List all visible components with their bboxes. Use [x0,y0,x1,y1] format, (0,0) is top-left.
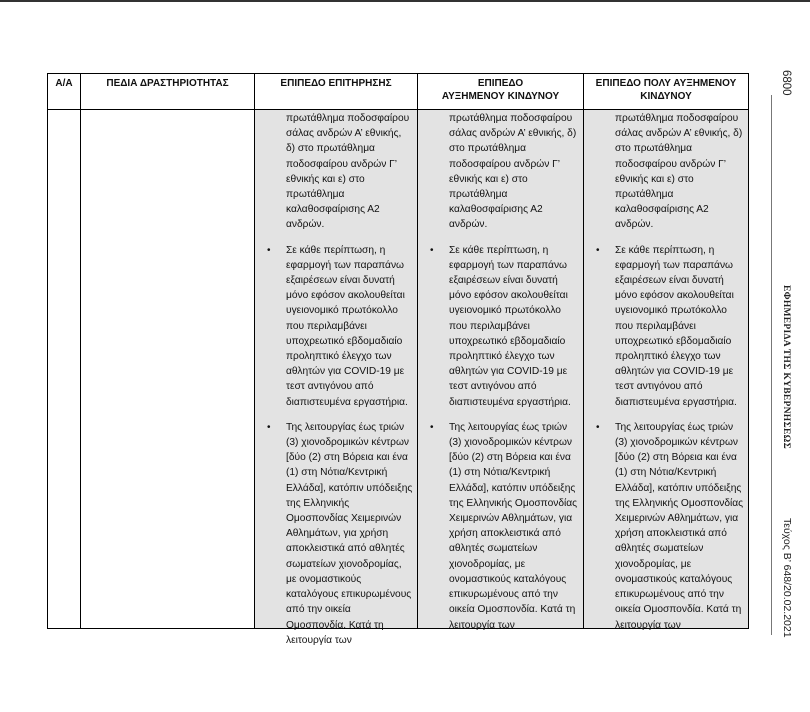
list-item [263,243,413,410]
bullet-text: Σε κάθε περίπτωση, η εφαρμογή των παραπάνω εξαιρέσεων είναι δυνατή μόνο εφόσον ακολουθείται υγειονομικό πρωτόκολλο που περιλαμβάνει υποχρεωτικό εβδομαδιαίο προληπτικό έλεγχο των αθλητών για COVID-19 με τεστ αντιγόνου από διαπιστευμένα εργαστήρια. [286,244,408,408]
header-activity-field: ΠΕΔΙΑ ΔΡΑΣΤΗΡΙΟΤΗΤΑΣ [81,74,255,110]
page-number: 6800 [780,70,792,96]
bullet-icon: • [267,244,271,256]
activity-table [47,73,749,646]
bullet-text: Σε κάθε περίπτωση, η εφαρμογή των παραπάνω εξαιρέσεων είναι δυνατή μόνο εφόσον ακολουθείται υγειονομικό πρωτόκολλο που περιλαμβάνει υποχρεωτικό εβδομαδιαίο προληπτικό έλεγχο των αθλητών για COVID-19 με τεστ αντιγόνου από διαπιστευμένα εργαστήρια. [449,244,571,408]
list-item [426,243,579,410]
bullet-text: Της λειτουργίας έως τριών (3) χιονοδρομικών κέντρων [δύο (2) στη Βόρεια και ένα (1) στη Νότια/Κεντρική Ελλάδα], κατόπιν υπόδειξης της Ελληνικής Ομοσπονδίας Χειμερινών Αθλημάτων, για χρήση αποκλειστικά από αθλητές σωματείων χιονοδρομίας, με ονομαστικούς καταλόγους επικυρωμένους από την οικεία Ομοσπονδία. Κατά τη λειτουργία των [449,421,578,631]
header-surveillance-level: ΕΠΙΠΕΔΟ ΕΠΙΤΗΡΗΣΗΣ [255,74,418,110]
bullet-icon: • [430,244,434,256]
cell-increased-risk [418,110,584,629]
journal-title: ΕΦΗΜΕΡΙΔΑ ΤΗΣ ΚΥΒΕΡΝΗΣΕΩΣ [781,285,791,450]
continuation-text: πρωτάθλημα ποδοσφαίρου σάλας ανδρών Α’ εθνικής, δ) στο πρωτάθλημα ποδοσφαίρου ανδρών Γ’ εθνικής και ε) στο πρωτάθλημα καλαθοσφαίρισης Α2 ανδρών. [449,113,577,231]
continuation-text: πρωτάθλημα ποδοσφαίρου σάλας ανδρών Α’ εθνικής, δ) στο πρωτάθλημα ποδοσφαίρου ανδρών Γ’ εθνικής και ε) στο πρωτάθλημα καλαθοσφαίρισης Α2 ανδρών. [615,113,743,231]
list-item [592,243,744,410]
bullet-icon: • [267,421,271,433]
cell-very-increased-risk [584,110,749,629]
list-item [426,420,579,633]
continuation-text: πρωτάθλημα ποδοσφαίρου σάλας ανδρών Α’ εθνικής, δ) στο πρωτάθλημα ποδοσφαίρου ανδρών Γ’ εθνικής και ε) στο πρωτάθλημα καλαθοσφαίρισης Α2 ανδρών. [286,113,410,231]
top-rule [0,0,810,2]
cell-aa [48,110,81,629]
header-very-increased-risk-level [584,74,749,110]
header-aa: Α/Α [48,74,81,110]
cell-surveillance [255,110,418,646]
bullet-text: Της λειτουργίας έως τριών (3) χιονοδρομικών κέντρων [δύο (2) στη Βόρεια και ένα (1) στη Νότια/Κεντρική Ελλάδα], κατόπιν υπόδειξης της Ελληνικής Ομοσπονδίας Χειμερινών Αθλημάτων, για χρήση αποκλειστικά από αθλητές σωματείων χιονοδρομίας, με ονομαστικούς καταλόγους επικυρωμένους από την οικεία Ομοσπονδία. Κατά τη λειτουργία των [615,421,744,631]
bullet-icon: • [596,244,600,256]
bullet-text: Της λειτουργίας έως τριών (3) χιονοδρομικών κέντρων [δύο (2) στη Βόρεια και ένα (1) στη Νότια/Κεντρική Ελλάδα], κατόπιν υπόδειξης της Ελληνικής Ομοσπονδίας Χειμερινών Αθλημάτων, για χρήση αποκλειστικά από αθλητές σωματείων χιονοδρομίας, με ονομαστικούς καταλόγους επικυρωμένους από την οικεία Ομοσπονδία. Κατά τη λειτουργία των [286,421,413,646]
header-very-increased-risk-text: ΕΠΙΠΕΔΟ ΠΟΛΥ ΑΥΞΗΜΕΝΟΥ ΚΙΝΔΥΝΟΥ [595,78,737,102]
list-item [263,420,413,648]
header-increased-risk-text: ΕΠΙΠΕΔΟ ΑΥΞΗΜΕΝΟΥ ΚΙΝΔΥΝΟΥ [441,78,560,102]
header-increased-risk-level [418,74,584,110]
bullet-icon: • [596,421,600,433]
margin-rule [771,95,772,635]
table-row [48,110,749,629]
list-item [592,420,744,633]
bullet-icon: • [430,421,434,433]
issue-reference: Τεύχος Β’ 648/20.02.2021 [781,518,793,638]
cell-activity-field [81,110,255,629]
table-header-row [48,74,749,110]
bullet-text: Σε κάθε περίπτωση, η εφαρμογή των παραπάνω εξαιρέσεων είναι δυνατή μόνο εφόσον ακολουθείται υγειονομικό πρωτόκολλο που περιλαμβάνει υποχρεωτικό εβδομαδιαίο προληπτικό έλεγχο των αθλητών για COVID-19 με τεστ αντιγόνου από διαπιστευμένα εργαστήρια. [615,244,737,408]
